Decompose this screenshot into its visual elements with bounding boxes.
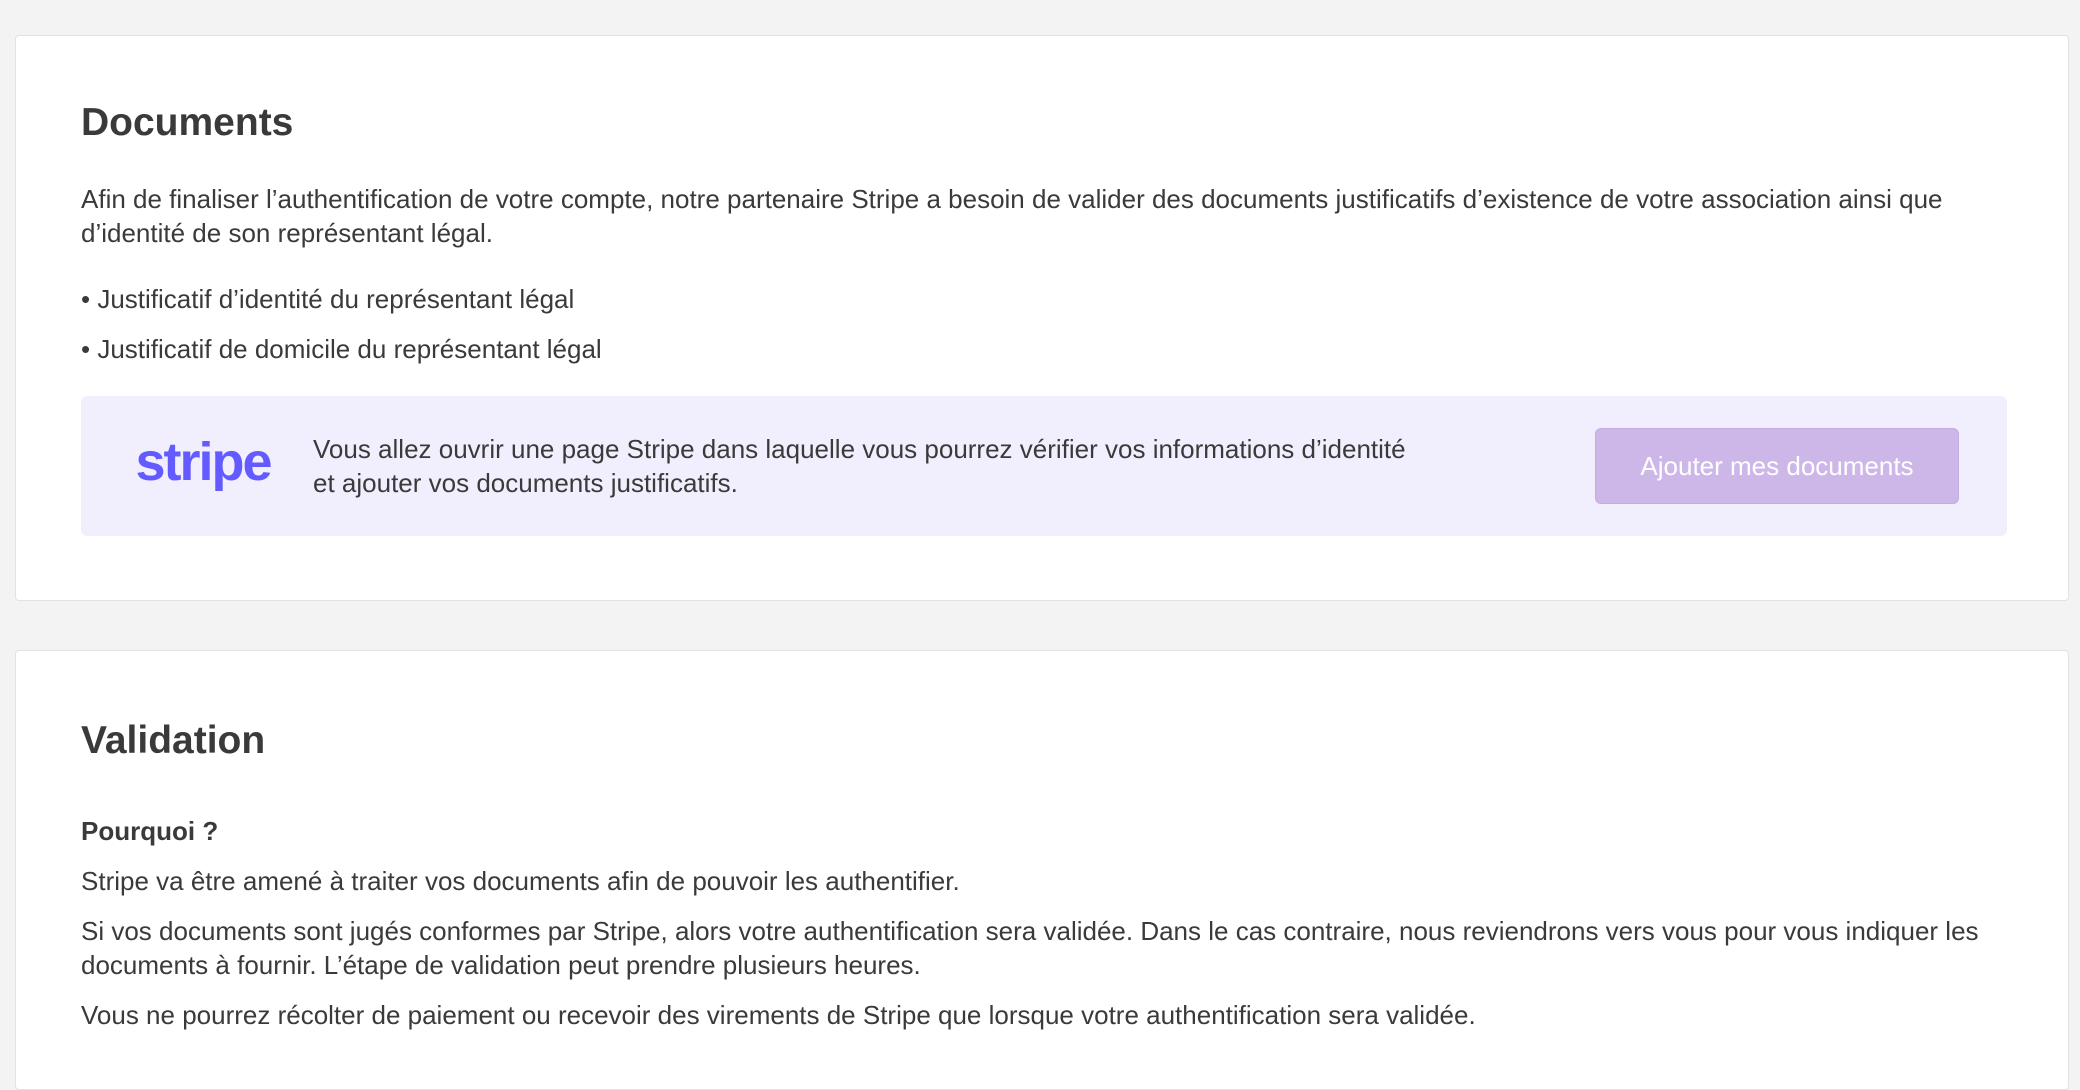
- why-heading: Pourquoi ?: [81, 816, 219, 846]
- stripe-banner-text: Vous allez ouvrir une page Stripe dans laquelle vous pourrez vérifier vos informations d’identité et ajouter vos documents justificatifs.: [313, 434, 1406, 498]
- validation-title: Validation: [81, 719, 266, 762]
- stripe-banner: [81, 396, 2007, 536]
- documents-title: Documents: [81, 101, 294, 144]
- document-requirement-item: • Justificatif de domicile du représentant légal: [81, 334, 602, 364]
- add-documents-button[interactable]: Ajouter mes documents: [1595, 428, 1959, 504]
- stripe-logo-text: stripe: [135, 432, 271, 492]
- document-requirement-item: • Justificatif d’identité du représentant légal: [81, 284, 575, 314]
- validation-paragraph: Si vos documents sont jugés conformes par Stripe, alors votre authentification sera validée. Dans le cas contraire, nous reviendrons vers vous pour vous indiquer les documents à fournir. L’étape de validation peut prendre plusieurs heures.: [81, 916, 1979, 980]
- validation-paragraph: Vous ne pourrez récolter de paiement ou recevoir des virements de Stripe que lorsque votre authentification sera validée.: [81, 1000, 1476, 1030]
- validation-paragraph: Stripe va être amené à traiter vos documents afin de pouvoir les authentifier.: [81, 866, 960, 896]
- stripe-logo: [81, 396, 316, 536]
- validation-card: [15, 650, 2069, 1090]
- documents-intro: Afin de finaliser l’authentification de votre compte, notre partenaire Stripe a besoin de valider des documents justificatifs d’existence de votre association ainsi que d’identité de son représentant légal.: [81, 184, 1943, 248]
- documents-card: [15, 35, 2069, 601]
